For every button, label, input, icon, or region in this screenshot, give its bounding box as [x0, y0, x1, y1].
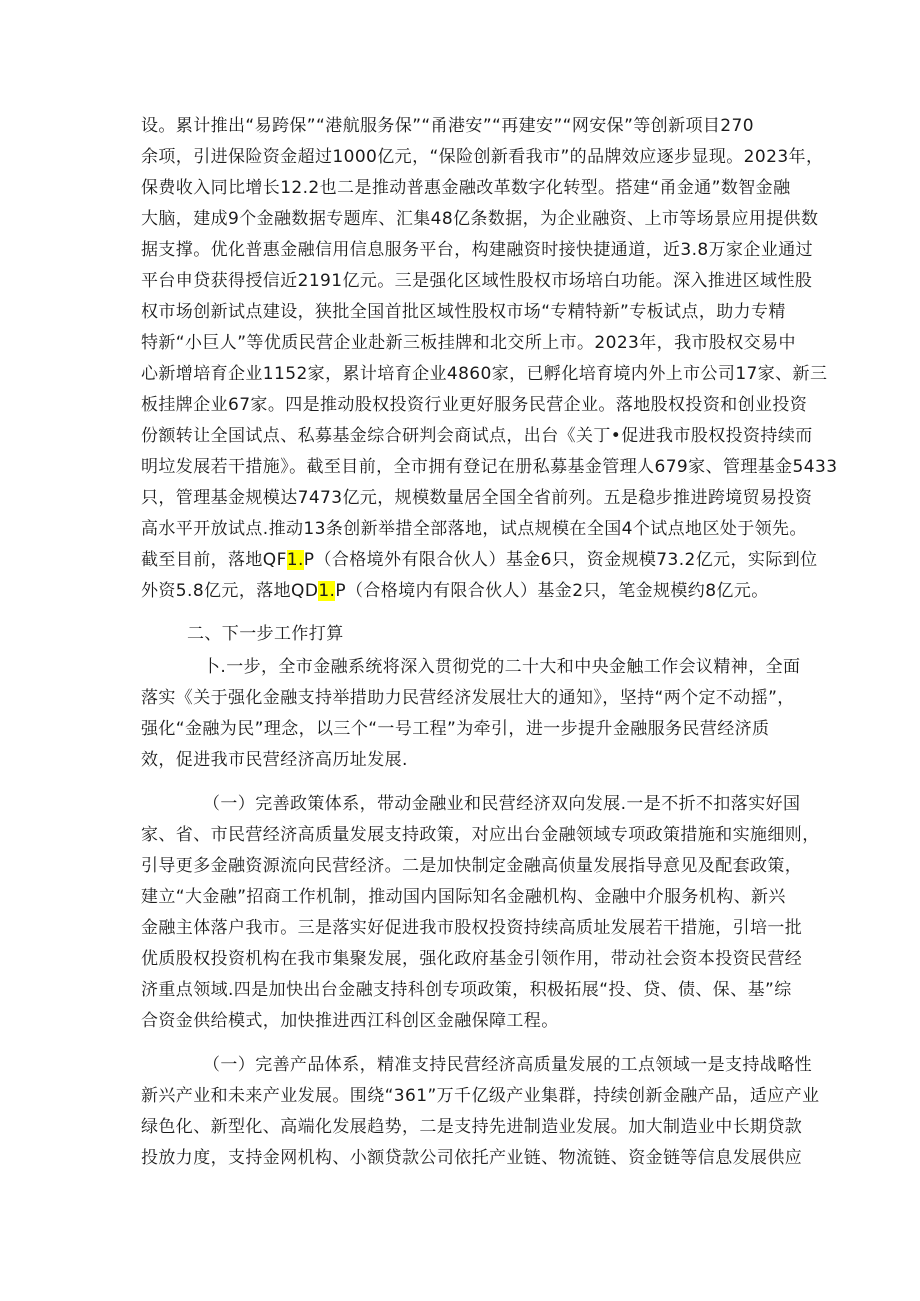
text-line: 引导更多金融资源流向民营经济。二是加快制定金融高侦量发展指导意见及配套政策，	[141, 856, 803, 876]
text-line: 设。累计推出“易跨保”“港航服务保”“甬港安”“再建安”“网安保”等创新项目270	[141, 116, 754, 136]
qflp-line	[141, 548, 818, 572]
text-line: 建立“大金融”招商工作机制，推动国内国际知名金融机构、金融中介服务机构、新兴	[141, 887, 786, 907]
text-line: 保费收入同比增长12.2也二是推动普惠金融改革数字化转型。搭建“甬金通”数智金融	[141, 178, 791, 198]
text-line: 份额转让全国试点、私募基金综合研判会商试点，出台《关丁•促进我市股权投资持续而	[141, 426, 813, 446]
text-line: （一）完善政策体系，带动金融业和民营经济双向发展.一是不折不扣落实好国	[203, 794, 801, 814]
text-span: 截至目前，落地QF	[141, 550, 287, 570]
text-span: 外资5.8亿元，落地QD	[141, 581, 319, 601]
qdlp-line	[141, 579, 769, 603]
text-line: 投放力度，支持金网机构、小额贷款公司依托产业链、物流链、资金链等信息发展供应	[141, 1148, 803, 1168]
text-line: 特新“小巨人”等优质民营企业赴新三板挂牌和北交所上市。2023年，我市股权交易中	[141, 333, 796, 353]
text-line: 明垃发展若干措施》。截至目前，全市拥有登记在册私募基金管理人679家、管理基金5433	[141, 457, 838, 477]
text-line: 新兴产业和未来产业发展。围绕“361”万千亿级产业集群，持续创新金融产品，适应产业	[141, 1086, 820, 1106]
text-line: 金融主体落户我市。三是落实好促进我市股权投资持续高质址发展若干措施，引培一批	[141, 918, 803, 938]
text-line: 大脑，建成9个金融数据专题库、汇集48亿条数据，为企业融资、上市等场景应用提供数	[141, 209, 819, 229]
text-line: 济重点领域.四是加快出台金融支持科创专项政策，积极拓展“投、贷、债、保、基”综	[141, 980, 792, 1000]
text-line: 据支撑。优化普惠金融信用信息服务平台，构建融资时接快捷通道，近3.8万家企业通过	[141, 240, 814, 260]
text-line: 绿色化、新型化、高端化发展趋势，二是支持先进制造业发展。加大制造业中长期贷款	[141, 1117, 803, 1137]
text-line: 心新增培育企业1152家，累计培育企业4860家，已孵化培育境内外上市公司17家、新三	[141, 364, 828, 384]
text-line: 效，促进我市民营经济高历址发展.	[141, 750, 408, 770]
text-line: （一）完善产品体系，精准支持民营经济高质量发展的工点领域一是支持战略性	[203, 1055, 812, 1075]
highlighted-text: 1.	[286, 550, 304, 570]
highlighted-text: 1.	[318, 581, 336, 601]
text-line: 强化“金融为民”理念，以三个“一号工程”为牵引，进一步提升金融服务民营经济质	[141, 719, 770, 739]
text-line: 平台申贷获得授信近2191亿元。三是强化区域性股权市场培白功能。深入推进区域性股	[141, 271, 813, 291]
section-heading: 二、下一步工作打算	[187, 624, 344, 644]
text-line: 优质股权投资机构在我市集聚发展，强化政府基金引领作用，带动社会资本投资民营经	[141, 949, 803, 969]
text-line: 家、省、市民营经济高质量发展支持政策，对应出台金融领域专项政策措施和实施细则，	[141, 825, 820, 845]
text-span: P（合格境内有限合伙人）基金2只，笔金规模约8亿元。	[335, 581, 769, 601]
text-line: 落实《关于强化金融支持举措助力民营经济发展壮大的通知》，坚持“两个定不动摇”，	[141, 688, 795, 708]
text-line: 高水平开放试点.推动13条创新举措全部落地，试点规模在全国4个试点地区处于领先。	[141, 519, 807, 539]
text-line: 卜.一步，全市金融系统将深入贯彻党的二十大和中央金触工作会议精神，全面	[203, 657, 801, 677]
text-span: P（合格境外有限合伙人）基金6只，资金规模73.2亿元，实际到位	[303, 550, 818, 570]
text-line: 余项，引进保险资金超过1000亿元，“保险创新看我市”的品牌效应逐步显现。2023年，	[141, 147, 824, 167]
text-line: 板挂牌企业67家。四是推动股权投资行业更好服务民营企业。落地股权投资和创业投资	[141, 395, 808, 415]
text-line: 只，管理基金规模达7473亿元，规模数量居全国全省前列。五是稳步推进跨境贸易投资	[141, 488, 813, 508]
text-line: 合资金供给模式，加快推进西江科创区金融保障工程。	[141, 1011, 559, 1031]
text-line: 权市场创新试点建设，狭批全国首批区域性股权市场“专精特新”专板试点，助力专精	[141, 302, 786, 322]
